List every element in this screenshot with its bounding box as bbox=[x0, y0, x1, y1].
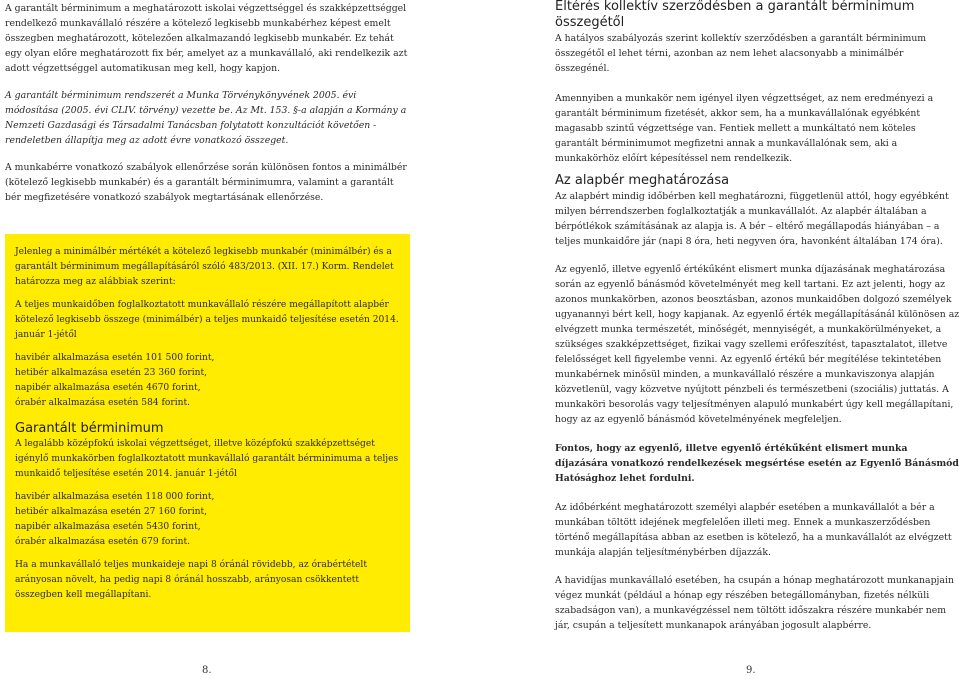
gar-rate-daily: napibér alkalmazása esetén 5430 forint, bbox=[15, 522, 201, 532]
time-wage-paragraph: Az időbérként meghatározott személyi alapbér esetében a munkavállalót a bér a munkában töltött idejének megfelelően illeti meg. Ennek a munkaszerződésben történő megállapítása abban az esetben is kötelező, ha a munkavállalót az elvégzett munkája alapján teljesítménybérben díjazzák. bbox=[555, 502, 952, 558]
box-minimum-wage-paragraph: A teljes munkaidőben foglalkoztatott munkavállaló részére megállapított alapbér kötelező legkisebb összege (minimálbér) a teljes munkaidő teljesítése esetén 2014. január 1-jétől bbox=[15, 300, 399, 340]
base-wage-heading: Az alapbér meghatározása bbox=[555, 173, 730, 188]
gar-rate-weekly: hetibér alkalmazása esetén 27 160 forint, bbox=[15, 507, 208, 517]
box-guaranteed-paragraph: A legalább középfokú iskolai végzettséget, illetve középfokú szakképzettséget igénylő munkakörben foglalkoztatott munkavállaló garantált bérminimuma a teljes munkaidő teljesítése esetén 2014. január 1-jétől bbox=[15, 439, 399, 479]
page-number-left: 8. bbox=[202, 665, 212, 676]
min-rate-daily: napibér alkalmazása esetén 4670 forint, bbox=[15, 383, 201, 393]
control-paragraph: A munkabérre vonatkozó szabályok ellenőrzése során különösen fontos a minimálbér (kötelező legkisebb munkabér) és a garantált bérminimumra, valamint a garantált bér megfizetésére vonatkozó szabályok megtartásának ellenőrzése. bbox=[5, 162, 407, 203]
left-page bbox=[5, 0, 410, 600]
min-rate-monthly: havibér alkalmazása esetén 101 500 forint, bbox=[15, 353, 215, 363]
law-reference-paragraph: A garantált bérminimum rendszerét a Munka Törvénykönyvének 2005. évi módosítása (2005. évi CLIV. törvény) vezette be. Az Mt. 153. §-a alapján a Kormány a Nemzeti Gazdasági és Társadalmi Tanácsban folytatott konzultációt követően - rendeletben állapítja meg az adott évre vonatkozó összeget. bbox=[5, 90, 407, 146]
guaranteed-minimum-heading: Garantált bérminimum bbox=[15, 421, 164, 436]
min-rate-weekly: hetibér alkalmazása esetén 23 360 forint, bbox=[15, 368, 208, 378]
qualification-paragraph: Amennyiben a munkakör nem igényel ilyen végzettséget, az nem eredményezi a garantált bérminimum fizetését, akkor sem, ha a munkavállalónak egyébként magasabb szintű végzettsége van. Fentiek mellett a munkáltató nem köteles garantált bérminimumot megfizetni annak a munkavállalónak sem, aki a munkakörhöz előírt képesítéssel nem rendelkezik. bbox=[555, 93, 934, 164]
intro-paragraph: A garantált bérminimum a meghatározott iskolai végzettséggel és szakképzettséggel rendelkező munkavállaló részére a kötelező legkisebb munkabérhez képest emelt összegben meghatározott, kötelezően alkalmazandó legkisebb munkabér. Ez tehát egy olyan előre meghatározott fix bér, amelyet az a munkavállaló, aki rendelkezik azt adott végzettséggel automatikusan meg kell, hogy kapjon. bbox=[5, 3, 408, 74]
box-decree-paragraph: Jelenleg a minimálbér mértékét a kötelező legkisebb munkabér (minimálbér) és a garantált bérminimum megállapításáról szóló 483/2013. (XII. 17.) Korm. Rendelet határozza meg az alábbiak szerint: bbox=[15, 247, 394, 287]
gar-rate-monthly: havibér alkalmazása esetén 118 000 forint, bbox=[15, 492, 215, 502]
monthly-paid-paragraph: A havidíjas munkavállaló esetében, ha csupán a hónap meghatározott munkanapjain végez munkát (például a hónap egy részében betegállományban, fizetés nélküli szabadságon van), a munkavégzéssel nem töltött időszakra részére munkabér nem jár, csupán a teljesített munkanapok arányában jogosult alapbérre. bbox=[555, 575, 954, 631]
box-hours-paragraph: Ha a munkavállaló teljes munkaideje napi 8 óránál rövidebb, az órabértételt arányosan növelt, ha pedig napi 8 óránál hosszabb, arányosan csökkentett összegben kell megállapítani. bbox=[15, 560, 367, 600]
right-page bbox=[555, 0, 959, 633]
minimum-wage-box bbox=[5, 234, 410, 632]
gar-rate-hourly: órabér alkalmazása esetén 679 forint. bbox=[15, 537, 191, 547]
collective-agreement-heading: Eltérés kollektív szerződésben a garantált bérminimum összegétől bbox=[555, 0, 915, 30]
equal-treatment-paragraph: Az egyenlő, illetve egyenlő értékűként elismert munka díjazásának meghatározása során az egyenlő bánásmód követelményét meg kell tartani. Ez azt jelenti, hogy az azonos munkakörben, azonos beosztásban, azonos munkaidőben dolgozó személyek ugyanannyi bért kell, hogy kapjanak. Az egyenlő érték megállapításánál különösen az elvégzett munka természetét, minőségét, mennyiségét, a munkakörülményeket, a szükséges szakképzettséget, fizikai vagy szellemi erőfeszítést, tapasztalatot, illetve felelősséget kell figyelembe venni. Az egyenlő értékű bér megítélése tekintetében munkabérnek minősül minden, a munkavállaló részére a munkaviszonya alapján közvetlenül, vagy közvetve nyújtott pénzbeli és természetbeni (szociális) juttatás. A munkaköri besorolás vagy teljesítményen alapuló munkabért úgy kell megállapítani, hogy az az egyenlő bánásmód követelményének megfeleljen. bbox=[555, 264, 959, 425]
equal-treatment-authority-paragraph: Fontos, hogy az egyenlő, illetve egyenlő értékűként elismert munka díjazására vonatkozó rendelkezések megsértése esetén az Egyenlő Bánásmód Hatósághoz lehet fordulni. bbox=[555, 443, 959, 484]
base-wage-paragraph: Az alapbért mindig időbérben kell meghatározni, függetlenül attól, hogy egyébként milyen bérrendszerben foglalkoztatják a munkavállalót. Az alapbér általában a bérpótlékok számításának az alapja is. A bér – eltérő megállapodás hiányában – a teljes munkaidőre jár (napi 8 óra, heti negyven óra, havonként általában 174 óra). bbox=[555, 191, 949, 247]
collective-agreement-paragraph: A hatályos szabályozás szerint kollektív szerződésben a garantált bérminimum összegétől el lehet térni, azonban az nem lehet alacsonyabb a minimálbér összegénél. bbox=[555, 33, 927, 74]
min-rate-hourly: órabér alkalmazása esetén 584 forint. bbox=[15, 398, 191, 408]
page-number-right: 9. bbox=[746, 665, 756, 676]
